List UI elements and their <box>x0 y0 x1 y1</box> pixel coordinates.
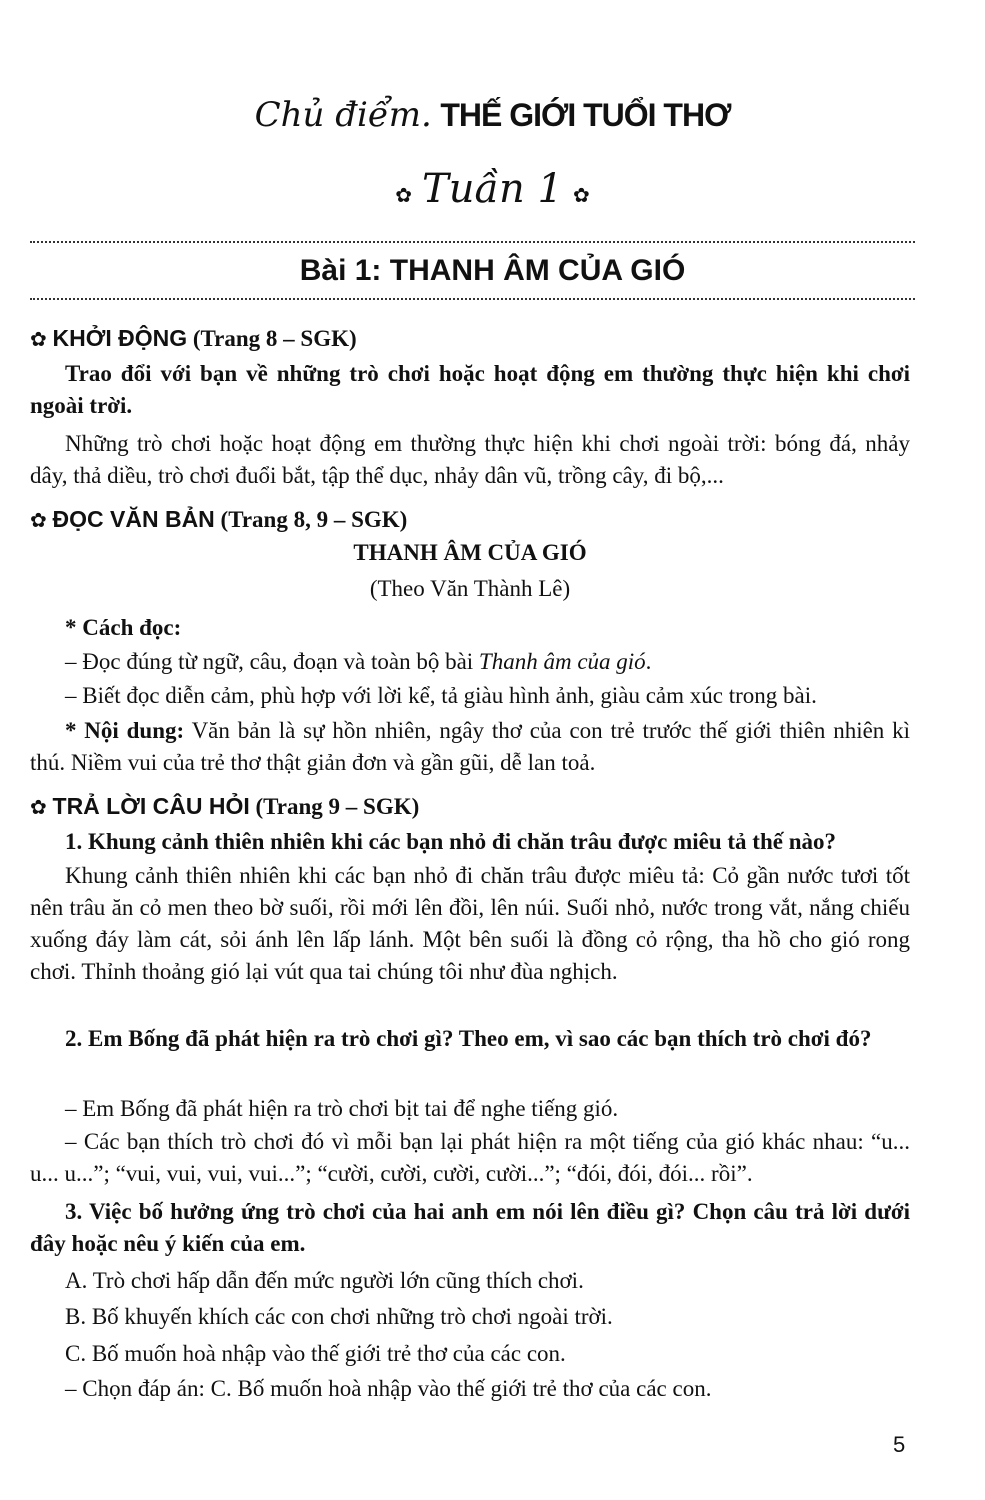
text-italic: Thanh âm của gió <box>478 649 646 674</box>
text: – Đọc đúng từ ngữ, câu, đoạn và toàn bộ bài <box>65 649 479 674</box>
heading-text: ĐỌC VĂN BẢN <box>52 506 215 532</box>
heading-text: TRẢ LỜI CÂU HỎI <box>52 793 250 819</box>
question: 2. Em Bống đã phát hiện ra trò chơi gì? Theo em, vì sao các bạn thích trò chơi đó? <box>65 1026 872 1051</box>
topic-prefix: Chủ điểm. <box>254 95 432 135</box>
flower-icon: ✿ <box>30 795 47 819</box>
lesson-title: Bài 1: THANH ÂM CỦA GIÓ <box>299 254 686 287</box>
answer: Những trò chơi hoặc hoạt động em thường thực hiện khi chơi ngoài trời: bóng đá, nhảy dây, thả diều, trò chơi đuổi bắt, tập thể dục, nhảy dân vũ, trồng cây, đi bộ,... <box>30 431 910 488</box>
section-heading-khoi-dong <box>30 322 910 355</box>
question: Trao đổi với bạn về những trò chơi hoặc hoạt động em thường thực hiện khi chơi ngoài trời. <box>30 361 910 418</box>
answer: – Em Bống đã phát hiện ra trò chơi bịt tai để nghe tiếng gió. <box>65 1096 619 1121</box>
answer: Khung cảnh thiên nhiên khi các bạn nhỏ đi chăn trâu được miêu tả: Cỏ gần nước tươi tốt nên trâu ăn cỏ men theo bờ suối, rồi mới lên đồi, lên núi. Suối nhỏ, nước trong vắt, nắng chiếu xuống đáy làm cát, sỏi ánh lên lấp lánh. Một bên suối là đồng cỏ rộng, tha hồ cho gió rong chơi. Thỉnh thoảng gió lại vút qua tai chúng tôi như đùa nghịch. <box>30 863 910 984</box>
option-c: C. Bố muốn hoà nhập vào thế giới trẻ thơ của các con. <box>65 1341 566 1366</box>
divider <box>30 298 915 300</box>
cach-doc-label: * Cách đọc: <box>65 615 182 640</box>
noi-dung <box>30 715 910 779</box>
page-number: 5 <box>893 1432 906 1457</box>
text-author: (Theo Văn Thành Lê) <box>369 576 571 601</box>
noi-dung-text: Văn bản là sự hồn nhiên, ngây thơ của con trẻ trước thế giới thiên nhiên kì thú. Niềm vui của trẻ thơ thật giản đơn và gần gũi, dễ lan toả. <box>30 718 910 775</box>
flower-icon: ✿ <box>572 183 590 207</box>
text: . <box>645 649 652 674</box>
cach-doc-item: – Biết đọc diễn cảm, phù hợp với lời kể, tả giàu hình ảnh, giàu cảm xúc trong bài. <box>65 683 817 708</box>
answer: – Các bạn thích trò chơi đó vì mỗi bạn lại phát hiện ra một tiếng của gió khác nhau: “u... u... u...”; “vui, vui, vui, vui...”; “cười, cười, cười, cười...”; “đói, đói, đói... rồi”. <box>30 1129 910 1186</box>
flower-icon: ✿ <box>30 327 47 351</box>
heading-text: KHỞI ĐỘNG <box>52 325 188 351</box>
flower-icon: ✿ <box>395 183 413 207</box>
week-title <box>0 165 985 212</box>
answer: – Chọn đáp án: C. Bố muốn hoà nhập vào thế giới trẻ thơ của các con. <box>65 1376 712 1401</box>
cach-doc-item <box>30 646 910 678</box>
heading-ref: (Trang 8 – SGK) <box>192 326 357 351</box>
flower-icon: ✿ <box>30 508 47 532</box>
topic-name: THẾ GIỚI TUỔI THƠ <box>440 97 731 133</box>
section-heading-tra-loi <box>30 790 910 823</box>
text-title: THANH ÂM CỦA GIÓ <box>353 540 587 565</box>
option-a: A. Trò chơi hấp dẫn đến mức người lớn cũng thích chơi. <box>65 1268 584 1293</box>
section-heading-doc-van-ban <box>30 503 910 536</box>
week-label: Tuần 1 <box>422 166 563 212</box>
question: 3. Việc bố hưởng ứng trò chơi của hai anh em nói lên điều gì? Chọn câu trả lời dưới đây hoặc nêu ý kiến của em. <box>30 1199 910 1256</box>
question: 1. Khung cảnh thiên nhiên khi các bạn nhỏ đi chăn trâu được miêu tả thế nào? <box>65 829 837 854</box>
option-b: B. Bố khuyến khích các con chơi những trò chơi ngoài trời. <box>65 1304 613 1329</box>
heading-ref: (Trang 9 – SGK) <box>255 794 420 819</box>
noi-dung-label: * Nội dung: <box>65 718 185 743</box>
heading-ref: (Trang 8, 9 – SGK) <box>220 507 408 532</box>
topic-title <box>0 95 985 135</box>
divider <box>30 241 915 243</box>
